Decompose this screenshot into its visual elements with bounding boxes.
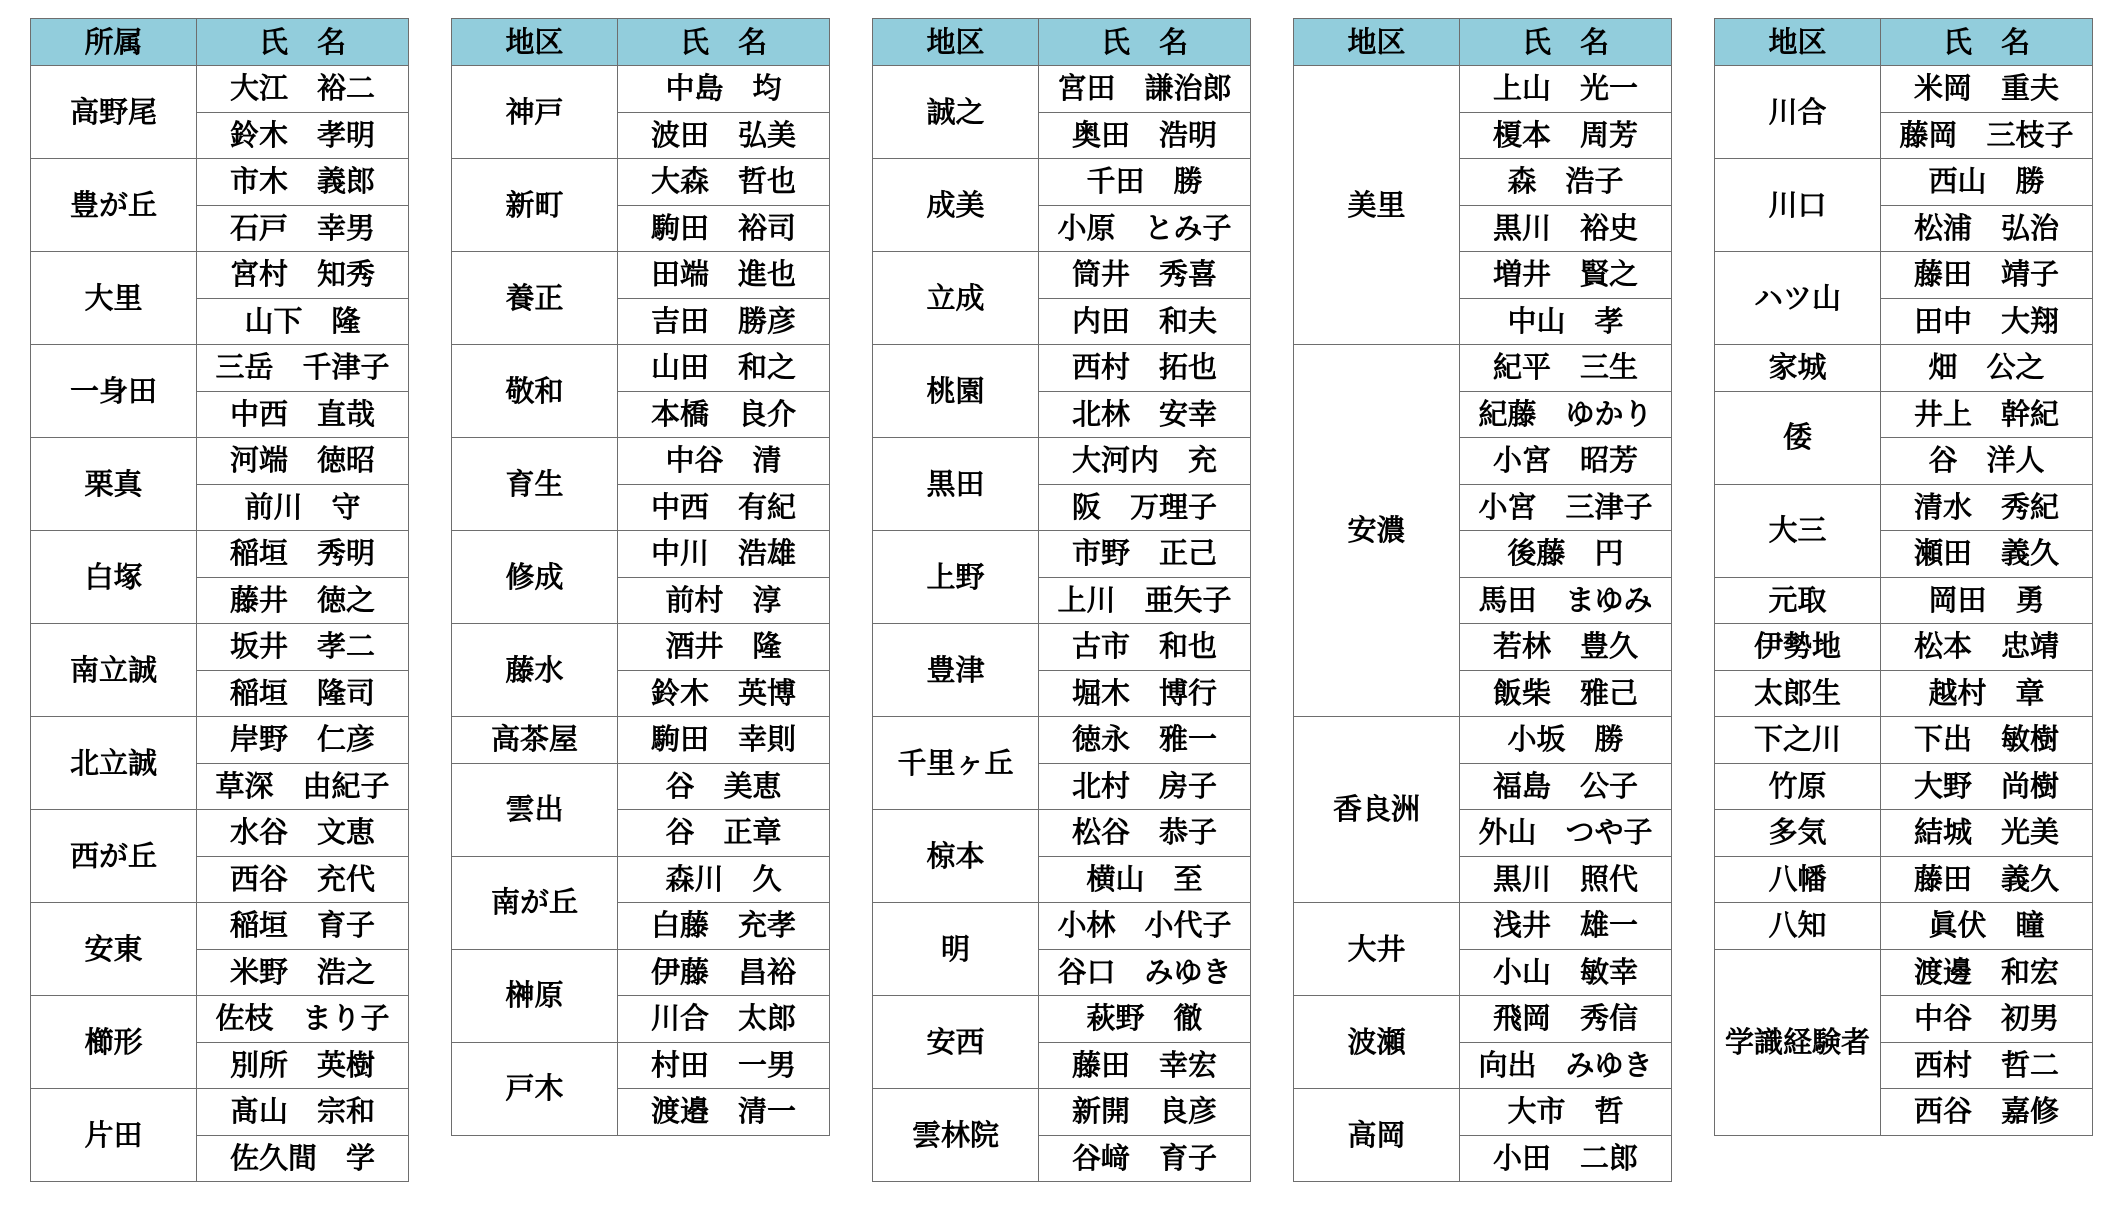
name-cell: 紀藤 ゆかり bbox=[1460, 391, 1672, 438]
name-cell: 横山 至 bbox=[1039, 856, 1251, 903]
name-cell: 中西 直哉 bbox=[197, 391, 409, 438]
area-cell: 倭 bbox=[1715, 391, 1881, 484]
header-row bbox=[1294, 19, 1672, 66]
name-cell: 古市 和也 bbox=[1039, 624, 1251, 671]
area-cell: 神戸 bbox=[452, 66, 618, 159]
table-row bbox=[31, 531, 409, 578]
name-cell: 鈴木 英博 bbox=[618, 670, 830, 717]
area-cell: 戸木 bbox=[452, 1042, 618, 1135]
table-row bbox=[452, 949, 830, 996]
name-cell: 西村 拓也 bbox=[1039, 345, 1251, 392]
name-cell: 西谷 充代 bbox=[197, 856, 409, 903]
area-cell: 榊原 bbox=[452, 949, 618, 1042]
name-cell: 稲垣 秀明 bbox=[197, 531, 409, 578]
name-cell: 稲垣 隆司 bbox=[197, 670, 409, 717]
table-row bbox=[1715, 856, 2093, 903]
table-row bbox=[31, 438, 409, 485]
name-cell: 森川 久 bbox=[618, 856, 830, 903]
name-cell: 上川 亜矢子 bbox=[1039, 577, 1251, 624]
area-cell: 養正 bbox=[452, 252, 618, 345]
table-row bbox=[1294, 996, 1672, 1043]
name-cell: 藤井 徳之 bbox=[197, 577, 409, 624]
area-cell: 育生 bbox=[452, 438, 618, 531]
area-cell: 千里ヶ丘 bbox=[873, 717, 1039, 810]
name-cell: 瀬田 義久 bbox=[1881, 531, 2093, 578]
name-cell: 佐久間 学 bbox=[197, 1135, 409, 1182]
name-cell: 小田 二郎 bbox=[1460, 1135, 1672, 1182]
table-row bbox=[452, 345, 830, 392]
name-cell: 小山 敏幸 bbox=[1460, 949, 1672, 996]
area-cell: 大三 bbox=[1715, 484, 1881, 577]
name-cell: 岡田 勇 bbox=[1881, 577, 2093, 624]
area-cell: 美里 bbox=[1294, 66, 1460, 345]
name-cell: 波田 弘美 bbox=[618, 112, 830, 159]
name-cell: 大野 尚樹 bbox=[1881, 763, 2093, 810]
table-row bbox=[1715, 391, 2093, 438]
table-row bbox=[452, 252, 830, 299]
table-row bbox=[31, 66, 409, 113]
name-cell: 大森 哲也 bbox=[618, 159, 830, 206]
table-row bbox=[452, 763, 830, 810]
header-row bbox=[1715, 19, 2093, 66]
name-cell: 谷﨑 育子 bbox=[1039, 1135, 1251, 1182]
area-cell: 八知 bbox=[1715, 903, 1881, 950]
area-cell: 雲出 bbox=[452, 763, 618, 856]
table-row bbox=[452, 531, 830, 578]
area-cell: ハツ山 bbox=[1715, 252, 1881, 345]
area-cell: 高茶屋 bbox=[452, 717, 618, 764]
name-cell: 西山 勝 bbox=[1881, 159, 2093, 206]
area-cell: 豊津 bbox=[873, 624, 1039, 717]
name-cell: 中山 孝 bbox=[1460, 298, 1672, 345]
table-row bbox=[452, 66, 830, 113]
header-area: 地区 bbox=[1715, 19, 1881, 66]
name-cell: 徳永 雅一 bbox=[1039, 717, 1251, 764]
area-cell: 大井 bbox=[1294, 903, 1460, 996]
name-cell: 若林 豊久 bbox=[1460, 624, 1672, 671]
area-cell: 竹原 bbox=[1715, 763, 1881, 810]
name-cell: 越村 章 bbox=[1881, 670, 2093, 717]
table-row bbox=[873, 810, 1251, 857]
name-cell: 中西 有紀 bbox=[618, 484, 830, 531]
area-cell: 新町 bbox=[452, 159, 618, 252]
area-cell: 成美 bbox=[873, 159, 1039, 252]
name-cell: 稲垣 育子 bbox=[197, 903, 409, 950]
name-cell: 堀木 博行 bbox=[1039, 670, 1251, 717]
table-row bbox=[452, 159, 830, 206]
name-cell: 坂井 孝二 bbox=[197, 624, 409, 671]
table-row bbox=[31, 345, 409, 392]
name-cell: 鈴木 孝明 bbox=[197, 112, 409, 159]
table-row bbox=[873, 159, 1251, 206]
area-cell: 学識経験者 bbox=[1715, 949, 1881, 1135]
table-row bbox=[452, 1042, 830, 1089]
area-cell: 立成 bbox=[873, 252, 1039, 345]
table-row bbox=[1715, 949, 2093, 996]
table-row bbox=[873, 903, 1251, 950]
area-cell: 北立誠 bbox=[31, 717, 197, 810]
name-cell: 村田 一男 bbox=[618, 1042, 830, 1089]
header-name: 氏 名 bbox=[618, 19, 830, 66]
name-cell: 前村 淳 bbox=[618, 577, 830, 624]
name-cell: 浅井 雄一 bbox=[1460, 903, 1672, 950]
name-cell: 中谷 初男 bbox=[1881, 996, 2093, 1043]
table-row bbox=[1715, 670, 2093, 717]
table-row bbox=[452, 856, 830, 903]
name-cell: 下出 敏樹 bbox=[1881, 717, 2093, 764]
area-cell: 上野 bbox=[873, 531, 1039, 624]
name-cell: 紀平 三生 bbox=[1460, 345, 1672, 392]
table-row bbox=[452, 717, 830, 764]
table-row bbox=[1294, 1089, 1672, 1136]
name-cell: 清水 秀紀 bbox=[1881, 484, 2093, 531]
name-cell: 本橋 良介 bbox=[618, 391, 830, 438]
name-cell: 榎本 周芳 bbox=[1460, 112, 1672, 159]
name-cell: 飛岡 秀信 bbox=[1460, 996, 1672, 1043]
name-cell: 小坂 勝 bbox=[1460, 717, 1672, 764]
table-row bbox=[873, 252, 1251, 299]
table-row bbox=[31, 810, 409, 857]
area-cell: 誠之 bbox=[873, 66, 1039, 159]
name-cell: 別所 英樹 bbox=[197, 1042, 409, 1089]
name-cell: 大河内 充 bbox=[1039, 438, 1251, 485]
table-row bbox=[1715, 577, 2093, 624]
area-cell: 藤水 bbox=[452, 624, 618, 717]
name-cell: 谷口 みゆき bbox=[1039, 949, 1251, 996]
name-cell: 佐枝 まり子 bbox=[197, 996, 409, 1043]
name-cell: 小宮 三津子 bbox=[1460, 484, 1672, 531]
name-cell: 松本 忠靖 bbox=[1881, 624, 2093, 671]
table-row bbox=[1715, 717, 2093, 764]
name-cell: 渡邉 清一 bbox=[618, 1089, 830, 1136]
name-cell: 阪 万理子 bbox=[1039, 484, 1251, 531]
name-cell: 田中 大翔 bbox=[1881, 298, 2093, 345]
name-cell: 内田 和夫 bbox=[1039, 298, 1251, 345]
area-cell: 伊勢地 bbox=[1715, 624, 1881, 671]
table-row bbox=[1715, 159, 2093, 206]
area-cell: 川合 bbox=[1715, 66, 1881, 159]
area-cell: 片田 bbox=[31, 1089, 197, 1182]
name-cell: 大江 裕二 bbox=[197, 66, 409, 113]
area-cell: 修成 bbox=[452, 531, 618, 624]
name-cell: 岸野 仁彦 bbox=[197, 717, 409, 764]
name-cell: 藤田 幸宏 bbox=[1039, 1042, 1251, 1089]
name-cell: 髙山 宗和 bbox=[197, 1089, 409, 1136]
table-row bbox=[873, 438, 1251, 485]
name-cell: 伊藤 昌裕 bbox=[618, 949, 830, 996]
name-cell: 河端 徳昭 bbox=[197, 438, 409, 485]
name-cell: 渡邊 和宏 bbox=[1881, 949, 2093, 996]
roster-table-1 bbox=[30, 18, 409, 1182]
name-cell: 山下 隆 bbox=[197, 298, 409, 345]
table-row bbox=[1715, 903, 2093, 950]
name-cell: 宮田 謙治郎 bbox=[1039, 66, 1251, 113]
name-cell: 川合 太郎 bbox=[618, 996, 830, 1043]
name-cell: 駒田 裕司 bbox=[618, 205, 830, 252]
table-row bbox=[31, 1089, 409, 1136]
area-cell: 櫛形 bbox=[31, 996, 197, 1089]
header-row bbox=[452, 19, 830, 66]
header-area: 地区 bbox=[1294, 19, 1460, 66]
table-row bbox=[1294, 345, 1672, 392]
name-cell: 西谷 嘉修 bbox=[1881, 1089, 2093, 1136]
name-cell: 谷 正章 bbox=[618, 810, 830, 857]
table-row bbox=[1715, 624, 2093, 671]
area-cell: 太郎生 bbox=[1715, 670, 1881, 717]
header-name: 氏 名 bbox=[197, 19, 409, 66]
name-cell: 北林 安幸 bbox=[1039, 391, 1251, 438]
name-cell: 畑 公之 bbox=[1881, 345, 2093, 392]
area-cell: 桃園 bbox=[873, 345, 1039, 438]
area-cell: 豊が丘 bbox=[31, 159, 197, 252]
name-cell: 飯柴 雅己 bbox=[1460, 670, 1672, 717]
area-cell: 元取 bbox=[1715, 577, 1881, 624]
name-cell: 三岳 千津子 bbox=[197, 345, 409, 392]
name-cell: 井上 幹紀 bbox=[1881, 391, 2093, 438]
area-cell: 安東 bbox=[31, 903, 197, 996]
area-cell: 雲林院 bbox=[873, 1089, 1039, 1182]
area-cell: 家城 bbox=[1715, 345, 1881, 392]
name-cell: 水谷 文恵 bbox=[197, 810, 409, 857]
name-cell: 増井 賢之 bbox=[1460, 252, 1672, 299]
roster-table-5 bbox=[1714, 18, 2093, 1136]
area-cell: 栗真 bbox=[31, 438, 197, 531]
table-row bbox=[31, 159, 409, 206]
table-row bbox=[1715, 484, 2093, 531]
header-area: 地区 bbox=[452, 19, 618, 66]
table-row bbox=[873, 1089, 1251, 1136]
name-cell: 西村 哲二 bbox=[1881, 1042, 2093, 1089]
area-cell: 安西 bbox=[873, 996, 1039, 1089]
area-cell: 白塚 bbox=[31, 531, 197, 624]
area-cell: 高野尾 bbox=[31, 66, 197, 159]
name-cell: 市野 正己 bbox=[1039, 531, 1251, 578]
table-row bbox=[873, 717, 1251, 764]
name-cell: 田端 進也 bbox=[618, 252, 830, 299]
header-name: 氏 名 bbox=[1460, 19, 1672, 66]
header-name: 氏 名 bbox=[1881, 19, 2093, 66]
table-row bbox=[1715, 345, 2093, 392]
name-cell: 奥田 浩明 bbox=[1039, 112, 1251, 159]
name-cell: 森 浩子 bbox=[1460, 159, 1672, 206]
area-cell: 南立誠 bbox=[31, 624, 197, 717]
table-row bbox=[1294, 903, 1672, 950]
table-row bbox=[1715, 66, 2093, 113]
name-cell: 市木 義郎 bbox=[197, 159, 409, 206]
header-area: 所属 bbox=[31, 19, 197, 66]
roster-table-3 bbox=[872, 18, 1251, 1182]
name-cell: 北村 房子 bbox=[1039, 763, 1251, 810]
area-cell: 波瀬 bbox=[1294, 996, 1460, 1089]
table-row bbox=[873, 531, 1251, 578]
name-cell: 駒田 幸則 bbox=[618, 717, 830, 764]
area-cell: 香良洲 bbox=[1294, 717, 1460, 903]
name-cell: 藤田 靖子 bbox=[1881, 252, 2093, 299]
name-cell: 松浦 弘治 bbox=[1881, 205, 2093, 252]
name-cell: 後藤 円 bbox=[1460, 531, 1672, 578]
name-cell: 千田 勝 bbox=[1039, 159, 1251, 206]
name-cell: 萩野 徹 bbox=[1039, 996, 1251, 1043]
roster-table-2 bbox=[451, 18, 830, 1136]
name-cell: 宮村 知秀 bbox=[197, 252, 409, 299]
header-name: 氏 名 bbox=[1039, 19, 1251, 66]
table-row bbox=[873, 66, 1251, 113]
name-cell: 石戸 幸男 bbox=[197, 205, 409, 252]
area-cell: 椋本 bbox=[873, 810, 1039, 903]
table-row bbox=[873, 996, 1251, 1043]
name-cell: 福島 公子 bbox=[1460, 763, 1672, 810]
area-cell: 多気 bbox=[1715, 810, 1881, 857]
name-cell: 小林 小代子 bbox=[1039, 903, 1251, 950]
name-cell: 吉田 勝彦 bbox=[618, 298, 830, 345]
roster-table-4 bbox=[1293, 18, 1672, 1182]
area-cell: 高岡 bbox=[1294, 1089, 1460, 1182]
area-cell: 黒田 bbox=[873, 438, 1039, 531]
table-row bbox=[873, 624, 1251, 671]
name-cell: 山田 和之 bbox=[618, 345, 830, 392]
area-cell: 一身田 bbox=[31, 345, 197, 438]
header-row bbox=[873, 19, 1251, 66]
name-cell: 小宮 昭芳 bbox=[1460, 438, 1672, 485]
area-cell: 大里 bbox=[31, 252, 197, 345]
table-row bbox=[1715, 763, 2093, 810]
area-cell: 安濃 bbox=[1294, 345, 1460, 717]
area-cell: 明 bbox=[873, 903, 1039, 996]
name-cell: 筒井 秀喜 bbox=[1039, 252, 1251, 299]
name-cell: 中谷 清 bbox=[618, 438, 830, 485]
name-cell: 黒川 裕史 bbox=[1460, 205, 1672, 252]
name-cell: 米岡 重夫 bbox=[1881, 66, 2093, 113]
table-row bbox=[873, 345, 1251, 392]
table-row bbox=[31, 903, 409, 950]
name-cell: 白藤 充孝 bbox=[618, 903, 830, 950]
name-cell: 中川 浩雄 bbox=[618, 531, 830, 578]
area-cell: 川口 bbox=[1715, 159, 1881, 252]
name-cell: 中島 均 bbox=[618, 66, 830, 113]
name-cell: 松谷 恭子 bbox=[1039, 810, 1251, 857]
table-row bbox=[31, 717, 409, 764]
table-row bbox=[1294, 717, 1672, 764]
header-row bbox=[31, 19, 409, 66]
table-row bbox=[31, 996, 409, 1043]
table-row bbox=[1715, 810, 2093, 857]
name-cell: 谷 洋人 bbox=[1881, 438, 2093, 485]
name-cell: 黒川 照代 bbox=[1460, 856, 1672, 903]
name-cell: 新開 良彦 bbox=[1039, 1089, 1251, 1136]
area-cell: 南が丘 bbox=[452, 856, 618, 949]
table-row bbox=[1294, 66, 1672, 113]
area-cell: 八幡 bbox=[1715, 856, 1881, 903]
name-cell: 外山 つや子 bbox=[1460, 810, 1672, 857]
name-cell: 大市 哲 bbox=[1460, 1089, 1672, 1136]
table-row bbox=[452, 624, 830, 671]
name-cell: 向出 みゆき bbox=[1460, 1042, 1672, 1089]
name-cell: 眞伏 瞳 bbox=[1881, 903, 2093, 950]
table-row bbox=[1715, 252, 2093, 299]
name-cell: 上山 光一 bbox=[1460, 66, 1672, 113]
table-row bbox=[452, 438, 830, 485]
table-row bbox=[31, 624, 409, 671]
name-cell: 小原 とみ子 bbox=[1039, 205, 1251, 252]
area-cell: 敬和 bbox=[452, 345, 618, 438]
name-cell: 米野 浩之 bbox=[197, 949, 409, 996]
name-cell: 藤岡 三枝子 bbox=[1881, 112, 2093, 159]
area-cell: 西が丘 bbox=[31, 810, 197, 903]
header-area: 地区 bbox=[873, 19, 1039, 66]
name-cell: 藤田 義久 bbox=[1881, 856, 2093, 903]
name-cell: 前川 守 bbox=[197, 484, 409, 531]
name-cell: 結城 光美 bbox=[1881, 810, 2093, 857]
name-cell: 草深 由紀子 bbox=[197, 763, 409, 810]
area-cell: 下之川 bbox=[1715, 717, 1881, 764]
table-row bbox=[31, 252, 409, 299]
name-cell: 馬田 まゆみ bbox=[1460, 577, 1672, 624]
name-cell: 酒井 隆 bbox=[618, 624, 830, 671]
name-cell: 谷 美恵 bbox=[618, 763, 830, 810]
